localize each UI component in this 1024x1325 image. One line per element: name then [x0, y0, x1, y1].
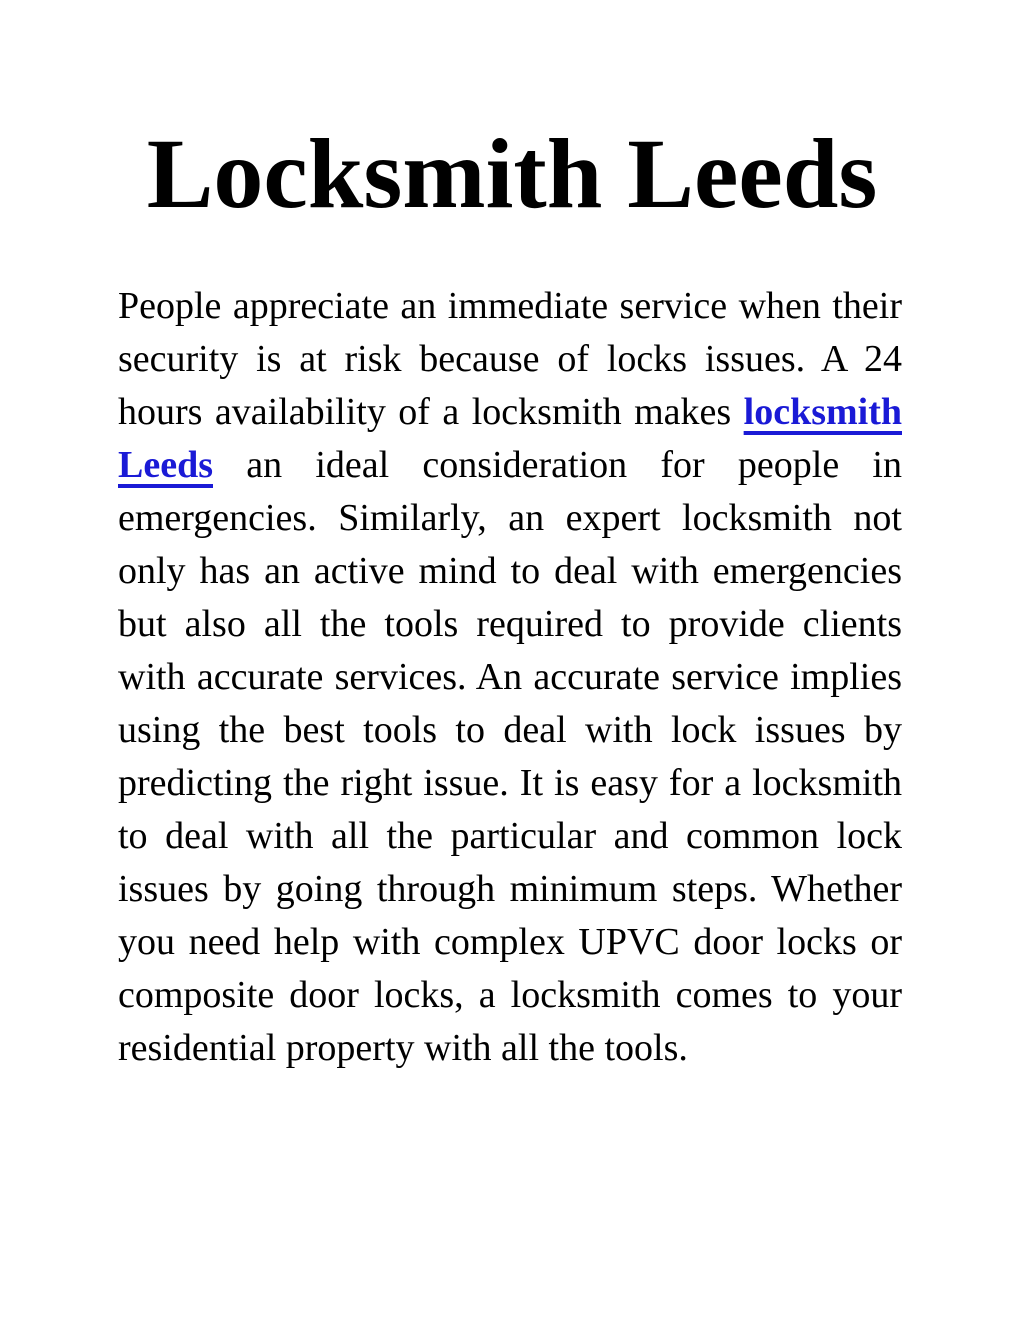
body-paragraph — [118, 280, 902, 1075]
paragraph-text-before-link: People appreciate an immediate service when their security is at risk because of locks issues. A 24 hours availability of a locksmith makes — [118, 285, 902, 433]
locksmith-leeds-link[interactable]: locksmith Leeds — [118, 391, 902, 486]
page-title: Locksmith Leeds — [146, 118, 878, 229]
paragraph-text-after-link: an ideal consideration for people in emergencies. Similarly, an expert locksmith not only has an active mind to deal with emergencies but also all the tools required to provide clients with accurate services. An accurate service implies using the best tools to deal with lock issues by predicting the right issue. It is easy for a locksmith to deal with all the particular and common lock issues by going through minimum steps. Whether you need help with complex UPVC door locks or composite door locks, a locksmith comes to your residential property with all the tools. — [118, 444, 902, 1069]
